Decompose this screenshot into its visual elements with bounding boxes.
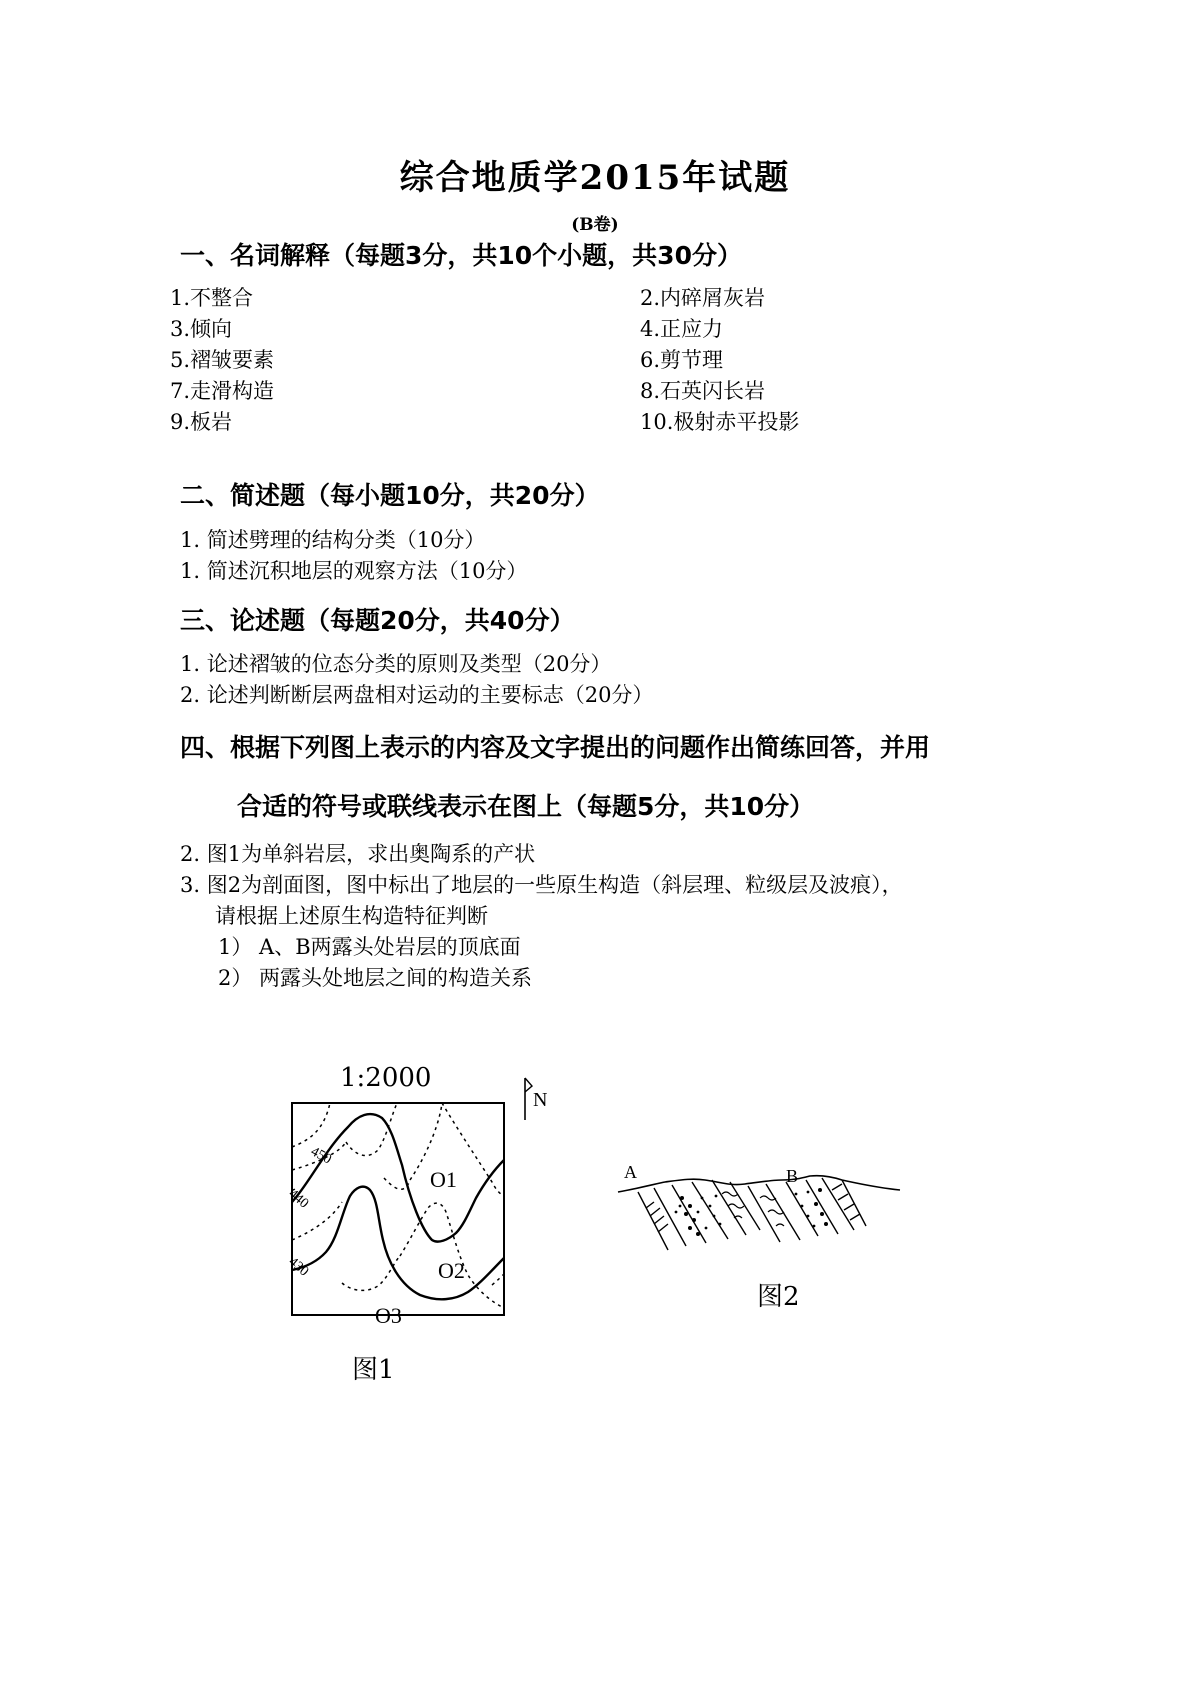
north-label: N — [533, 1089, 548, 1111]
paper-subtitle: (B卷) — [571, 215, 619, 235]
contour-label-430: 430 — [285, 1254, 312, 1280]
figure2-caption: 图2 — [757, 1282, 800, 1312]
contour-lowest — [292, 1240, 380, 1314]
section3-heading: 三、论述题（每题20分，共40分） — [180, 606, 575, 635]
term-9: 9.板岩 — [170, 410, 233, 434]
section4-subitem-1: 1） A、B两露头处岩层的顶底面 — [218, 935, 521, 959]
figure2-section — [610, 1150, 940, 1270]
section4-item-2: 3. 图2为剖面图，图中标出了地层的一些原生构造（斜层理、粒级层及波痕）， — [180, 873, 903, 897]
term-8: 8.石英闪长岩 — [640, 379, 766, 403]
figure1-contour-lower — [280, 1090, 560, 1340]
unit-label-o2: O2 — [438, 1258, 465, 1283]
section4-subitem-2: 2） 两露头处地层之间的构造关系 — [218, 966, 533, 990]
outcrop-a — [638, 1180, 760, 1250]
section3-item-1: 1. 论述褶皱的位态分类的原则及类型（20分） — [180, 652, 612, 676]
unit-label-o3: O3 — [375, 1303, 402, 1328]
term-1: 1.不整合 — [170, 286, 254, 310]
section3-item-2: 2. 论述判断断层两盘相对运动的主要标志（20分） — [180, 683, 654, 707]
section4-heading-line1: 四、根据下列图上表示的内容及文字提出的问题作出简练回答，并用 — [180, 733, 931, 762]
page-title: 综合地质学2015年试题 — [399, 158, 791, 198]
term-10: 10.极射赤平投影 — [640, 410, 800, 434]
figure1-scale: 1:2000 — [340, 1063, 432, 1093]
north-arrow — [520, 1076, 560, 1126]
outcrop-b-ripples — [760, 1196, 784, 1226]
section2-item-2: 1. 简述沉积地层的观察方法（10分） — [180, 559, 528, 583]
term-2: 2.内碎屑灰岩 — [640, 286, 766, 310]
section4-item-1: 2. 图1为单斜岩层，求出奥陶系的产状 — [180, 842, 536, 866]
ground-surface — [618, 1176, 900, 1192]
section2-item-1: 1. 简述劈理的结构分类（10分） — [180, 528, 486, 552]
term-6: 6.剪节理 — [640, 348, 724, 372]
section4-heading-line2: 合适的符号或联线表示在图上（每题5分，共10分） — [237, 792, 815, 821]
outcrop-label-a: A — [624, 1162, 637, 1182]
figure1-caption: 图1 — [352, 1355, 395, 1385]
outcrop-b — [748, 1178, 866, 1242]
outcrop-label-b: B — [786, 1166, 799, 1186]
term-7: 7.走滑构造 — [170, 379, 275, 403]
unit-label-o1: O1 — [430, 1167, 457, 1192]
section2-heading: 二、简述题（每小题10分，共20分） — [180, 481, 600, 510]
term-5: 5.褶皱要素 — [170, 348, 275, 372]
term-3: 3.倾向 — [170, 317, 233, 341]
section1-heading: 一、名词解释（每题3分，共10个小题，共30分） — [180, 241, 742, 270]
contour-label-450: 450 — [308, 1144, 334, 1168]
contour-label-440: 440 — [285, 1186, 312, 1212]
section4-item-3: 请根据上述原生构造特征判断 — [215, 904, 488, 928]
term-4: 4.正应力 — [640, 317, 724, 341]
